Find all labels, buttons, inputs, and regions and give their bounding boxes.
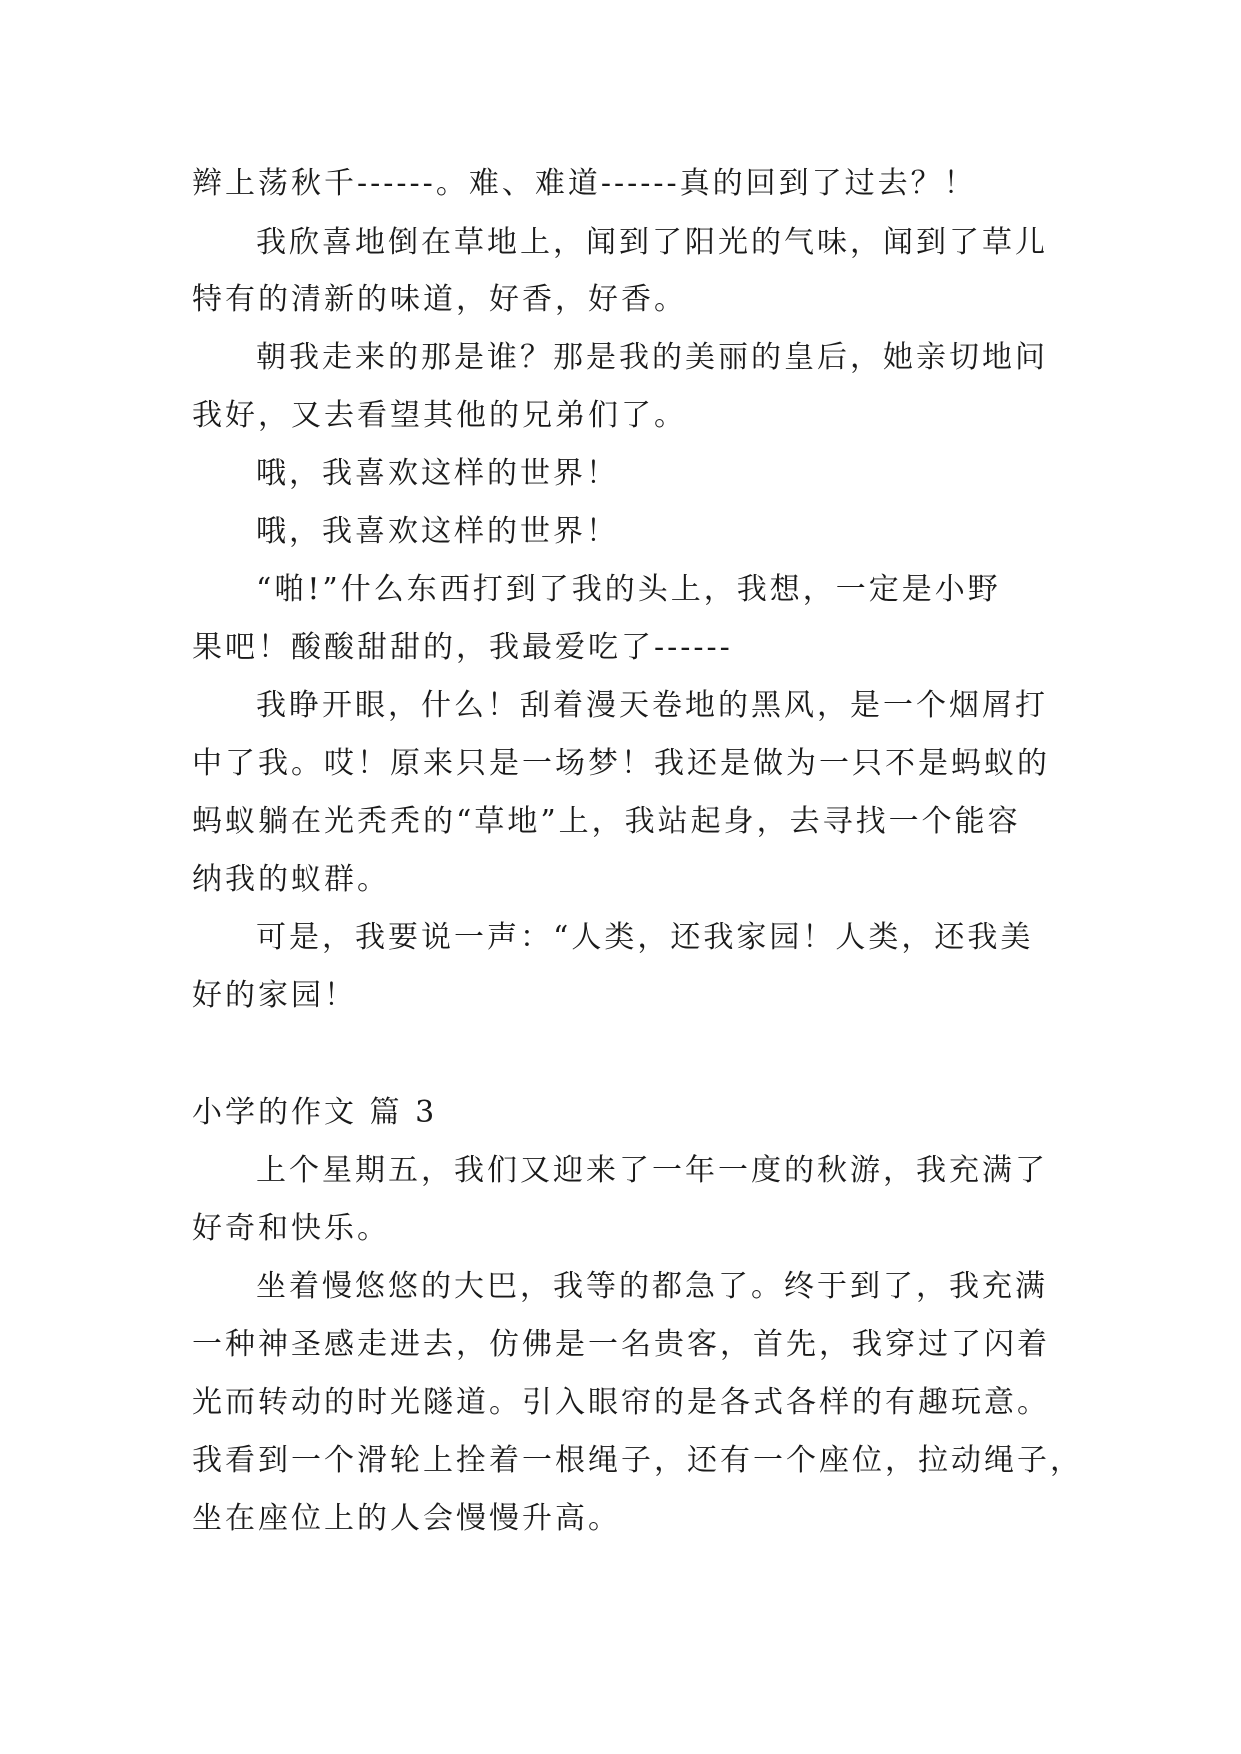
paragraph-line: 上个星期五，我们又迎来了一年一度的秋游，我充满了 (256, 1153, 1048, 1188)
text-line: 一种神圣感走进去，仿佛是一名贵客，首先，我穿过了闪着 (192, 1327, 1050, 1362)
text-line: 辫上荡秋千------。难、难道------真的回到了过去？！ (192, 166, 977, 201)
text-line: 蚂蚁躺在光秃秃的“草地”上，我站起身，去寻找一个能容 (192, 804, 1021, 839)
text-line: 坐在座位上的人会慢慢升高。 (192, 1501, 621, 1536)
text-line: 好奇和快乐。 (192, 1211, 390, 1246)
paragraph-line: 朝我走来的那是谁？那是我的美丽的皇后，她亲切地问 (256, 340, 1048, 375)
text-line: 我看到一个滑轮上拴着一根绳子，还有一个座位，拉动绳子， (192, 1443, 1083, 1478)
text-line: 纳我的蚁群。 (192, 862, 390, 897)
paragraph-line: 我睁开眼，什么！刮着漫天卷地的黑风，是一个烟屑打 (256, 688, 1048, 723)
text-line: 中了我。哎！原来只是一场梦！我还是做为一只不是蚂蚁的 (192, 746, 1050, 781)
paragraph-line: “啪!”什么东西打到了我的头上，我想，一定是小野 (256, 572, 1001, 607)
paragraph-line: 哦，我喜欢这样的世界！ (256, 456, 619, 491)
paragraph-line: 哦，我喜欢这样的世界！ (256, 514, 619, 549)
text-line: 好的家园！ (192, 978, 357, 1013)
text-line: 果吧！酸酸甜甜的，我最爱吃了------ (192, 630, 733, 665)
paragraph-line: 我欣喜地倒在草地上，闻到了阳光的气味，闻到了草儿 (256, 225, 1048, 260)
text-line: 特有的清新的味道，好香，好香。 (192, 282, 687, 317)
section-heading: 小学的作文 篇 3 (192, 1095, 438, 1130)
paragraph-line: 可是，我要说一声：“人类，还我家园！人类，还我美 (256, 920, 1034, 955)
paragraph-line: 坐着慢悠悠的大巴，我等的都急了。终于到了，我充满 (256, 1269, 1048, 1304)
text-line: 光而转动的时光隧道。引入眼帘的是各式各样的有趣玩意。 (192, 1385, 1050, 1420)
text-line: 我好，又去看望其他的兄弟们了。 (192, 398, 687, 433)
